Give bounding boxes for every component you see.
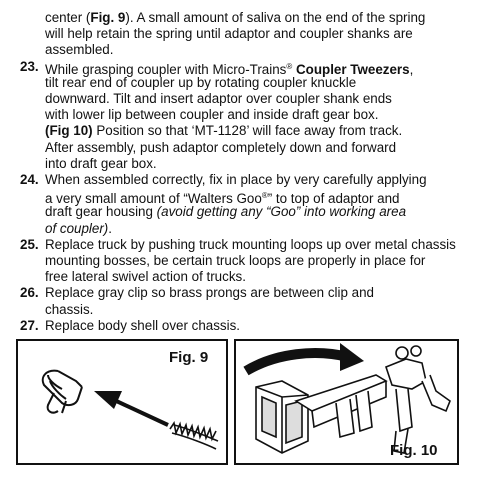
line-text bbox=[45, 123, 402, 139]
text-run: free lateral swivel action of trucks. bbox=[45, 269, 246, 285]
text-run: (Fig 10) bbox=[45, 123, 93, 139]
curved-arrow-icon bbox=[246, 343, 364, 371]
figure-row bbox=[16, 339, 459, 465]
coupler-shank-drawing bbox=[296, 375, 386, 437]
line-text bbox=[45, 140, 396, 156]
text-run: While grasping coupler with Micro-Trains bbox=[45, 61, 287, 77]
line-text bbox=[45, 318, 240, 334]
text-run: ® bbox=[261, 191, 268, 201]
line-text bbox=[45, 91, 392, 107]
step-number: 25. bbox=[20, 236, 39, 252]
text-run: assembled. bbox=[45, 42, 114, 58]
text-run: (avoid getting any “Goo” into working area bbox=[156, 204, 407, 220]
line-text bbox=[45, 107, 378, 123]
text-run: Position so that ‘MT-1128’ will face away from track. bbox=[92, 123, 403, 139]
coupler-knuckle-drawing bbox=[386, 346, 450, 453]
text-run: ” to top of adaptor and bbox=[267, 191, 400, 207]
line-text bbox=[45, 26, 413, 42]
text-run: center ( bbox=[45, 10, 91, 25]
text-run: Fig. 9 bbox=[90, 10, 126, 25]
text-run: . bbox=[108, 220, 112, 236]
step-number: 27. bbox=[20, 317, 39, 333]
text-run: with lower lip between coupler and inside draft gear box. bbox=[45, 107, 379, 123]
line-text bbox=[45, 221, 112, 237]
line-text bbox=[45, 237, 456, 253]
step-number: 23. bbox=[20, 58, 39, 74]
text-run: chassis. bbox=[45, 301, 94, 317]
line-text bbox=[45, 75, 356, 91]
text-run: Coupler Tweezers bbox=[292, 61, 410, 77]
line-text bbox=[45, 285, 374, 301]
step-number: 26. bbox=[20, 285, 39, 301]
text-run: ). A small amount of saliva on the end of the spring bbox=[125, 10, 426, 25]
line-text bbox=[45, 172, 427, 188]
coupler-clip-drawing bbox=[43, 371, 82, 413]
line-text bbox=[45, 10, 425, 26]
text-run: of coupler) bbox=[45, 220, 109, 236]
figure-9-panel bbox=[16, 339, 228, 465]
text-run: Replace truck by pushing truck mounting loops up over metal chassis bbox=[45, 236, 456, 252]
line-text bbox=[45, 253, 425, 269]
spring-drawing bbox=[170, 423, 218, 449]
text-run: When assembled correctly, fix in place by very carefully applying bbox=[45, 172, 427, 187]
text-run: downward. Tilt and insert adaptor over coupler shank ends bbox=[45, 91, 392, 106]
figure-10-label: Fig. 10 bbox=[390, 442, 438, 459]
text-run: tilt rear end of coupler up by rotating coupler knuckle bbox=[45, 74, 357, 90]
line-text bbox=[45, 156, 157, 172]
text-run: , bbox=[409, 61, 414, 77]
draft-gear-box-drawing bbox=[256, 381, 308, 453]
text-run: into draft gear box. bbox=[45, 155, 157, 171]
line-text bbox=[45, 204, 406, 220]
text-run: draft gear housing bbox=[45, 204, 157, 220]
figure-9-label: Fig. 9 bbox=[169, 349, 209, 366]
arrow-icon bbox=[94, 391, 168, 425]
text-run: mounting bosses, be certain truck loops are properly in place for bbox=[45, 253, 426, 268]
line-text bbox=[45, 302, 93, 318]
text-run: will help retain the spring until adaptor and coupler shanks are bbox=[45, 26, 413, 42]
step-number: 24. bbox=[20, 172, 39, 187]
text-run: Replace body shell over chassis. bbox=[45, 317, 241, 333]
line-text bbox=[45, 42, 113, 58]
line-text bbox=[45, 269, 246, 285]
text-run: ® bbox=[286, 61, 293, 71]
figure-10-panel bbox=[234, 339, 459, 465]
text-run: After assembly, push adaptor completely down and forward bbox=[45, 139, 397, 155]
text-run: Replace gray clip so brass prongs are between clip and bbox=[45, 285, 374, 301]
text-run: a very small amount of “Walters Goo bbox=[45, 191, 262, 207]
